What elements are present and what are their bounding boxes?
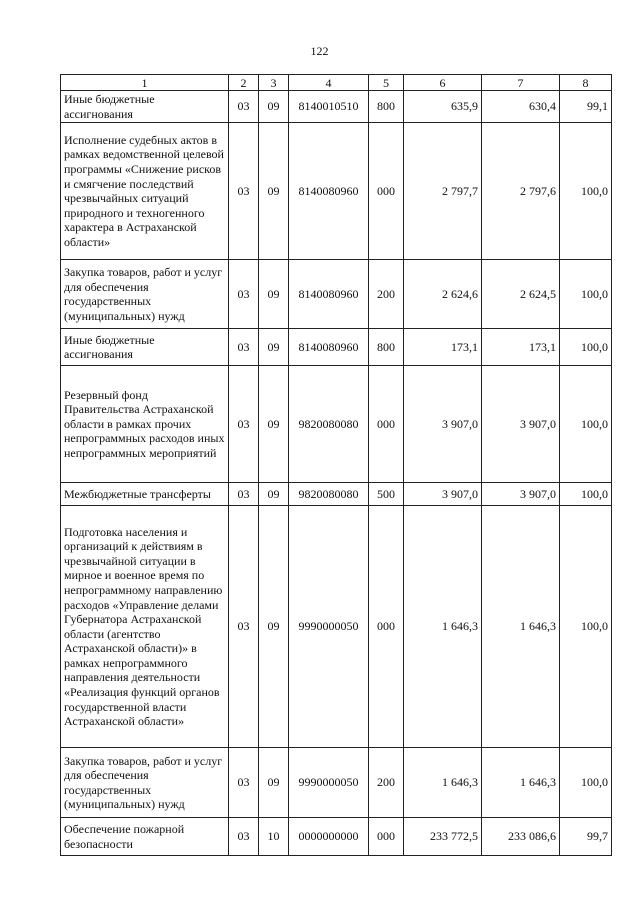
table-row [61,91,612,123]
table-row [61,123,612,260]
subsection-code: 09 [259,260,289,329]
column-header: 6 [404,75,482,91]
section-code: 03 [229,329,259,366]
subsection-code: 10 [259,818,289,856]
subsection-code: 09 [259,329,289,366]
target-article-code: 8140010510 [289,91,369,123]
row-name: Иные бюджетные ассигнования [61,91,229,123]
amount-planned: 1 646,3 [404,748,482,818]
amount-executed: 173,1 [482,329,560,366]
section-code: 03 [229,123,259,260]
section-code: 03 [229,748,259,818]
execution-percent: 100,0 [560,329,612,366]
target-article-code: 0000000000 [289,818,369,856]
execution-percent: 99,7 [560,818,612,856]
table-row [61,748,612,818]
target-article-code: 8140080960 [289,123,369,260]
amount-planned: 3 907,0 [404,483,482,506]
execution-percent: 100,0 [560,748,612,818]
expense-type-code: 000 [369,818,404,856]
table-row [61,506,612,748]
column-header: 4 [289,75,369,91]
section-code: 03 [229,91,259,123]
table-row [61,329,612,366]
column-header: 5 [369,75,404,91]
section-code: 03 [229,818,259,856]
target-article-code: 9990000050 [289,748,369,818]
section-code: 03 [229,483,259,506]
table-row [61,366,612,483]
expense-type-code: 800 [369,329,404,366]
subsection-code: 09 [259,366,289,483]
amount-planned: 2 624,6 [404,260,482,329]
table-row [61,818,612,856]
subsection-code: 09 [259,483,289,506]
column-header: 1 [61,75,229,91]
row-name: Межбюджетные трансферты [61,483,229,506]
row-name: Иные бюджетные ассигнования [61,329,229,366]
section-code: 03 [229,506,259,748]
table-row [61,260,612,329]
row-name: Исполнение судебных актов в рамках ведомственной целевой программы «Снижение рисков и смягчение последствий чрезвычайных ситуаций природного и техногенного характера в Астраханской области» [61,123,229,260]
amount-planned: 635,9 [404,91,482,123]
expense-type-code: 500 [369,483,404,506]
execution-percent: 100,0 [560,123,612,260]
target-article-code: 8140080960 [289,260,369,329]
amount-planned: 3 907,0 [404,366,482,483]
execution-percent: 100,0 [560,260,612,329]
subsection-code: 09 [259,123,289,260]
target-article-code: 9990000050 [289,506,369,748]
row-name: Обеспечение пожарной безопасности [61,818,229,856]
target-article-code: 9820080080 [289,483,369,506]
amount-executed: 1 646,3 [482,748,560,818]
amount-executed: 2 624,5 [482,260,560,329]
amount-planned: 2 797,7 [404,123,482,260]
amount-executed: 3 907,0 [482,483,560,506]
section-code: 03 [229,260,259,329]
execution-percent: 100,0 [560,366,612,483]
column-header: 3 [259,75,289,91]
amount-executed: 233 086,6 [482,818,560,856]
subsection-code: 09 [259,506,289,748]
execution-percent: 100,0 [560,483,612,506]
expense-type-code: 200 [369,260,404,329]
column-header: 7 [482,75,560,91]
amount-executed: 1 646,3 [482,506,560,748]
row-name: Закупка товаров, работ и услуг для обеспечения государственных (муниципальных) нужд [61,748,229,818]
amount-executed: 2 797,6 [482,123,560,260]
column-header: 2 [229,75,259,91]
amount-executed: 3 907,0 [482,366,560,483]
expense-type-code: 000 [369,506,404,748]
amount-planned: 233 772,5 [404,818,482,856]
column-header: 8 [560,75,612,91]
page-number: 122 [310,44,329,58]
table-header-row [61,75,612,91]
subsection-code: 09 [259,748,289,818]
amount-executed: 630,4 [482,91,560,123]
target-article-code: 9820080080 [289,366,369,483]
amount-planned: 173,1 [404,329,482,366]
table-row [61,483,612,506]
subsection-code: 09 [259,91,289,123]
section-code: 03 [229,366,259,483]
row-name: Подготовка населения и организаций к действиям в чрезвычайной ситуации в мирное и военное время по непрограммному направлению расходов «Управление делами Губернатора Астраханской области (агентство Астраханской области)» в рамках непрограммного направления деятельности «Реализация функций органов государственной власти Астраханской области» [61,506,229,748]
row-name: Закупка товаров, работ и услуг для обеспечения государственных (муниципальных) нужд [61,260,229,329]
amount-planned: 1 646,3 [404,506,482,748]
target-article-code: 8140080960 [289,329,369,366]
execution-percent: 100,0 [560,506,612,748]
execution-percent: 99,1 [560,91,612,123]
expense-type-code: 000 [369,366,404,483]
row-name: Резервный фонд Правительства Астраханской области в рамках прочих непрограммных расходов иных непрограммных мероприятий [61,366,229,483]
expense-type-code: 200 [369,748,404,818]
expense-type-code: 000 [369,123,404,260]
expense-type-code: 800 [369,91,404,123]
budget-table [60,74,612,856]
